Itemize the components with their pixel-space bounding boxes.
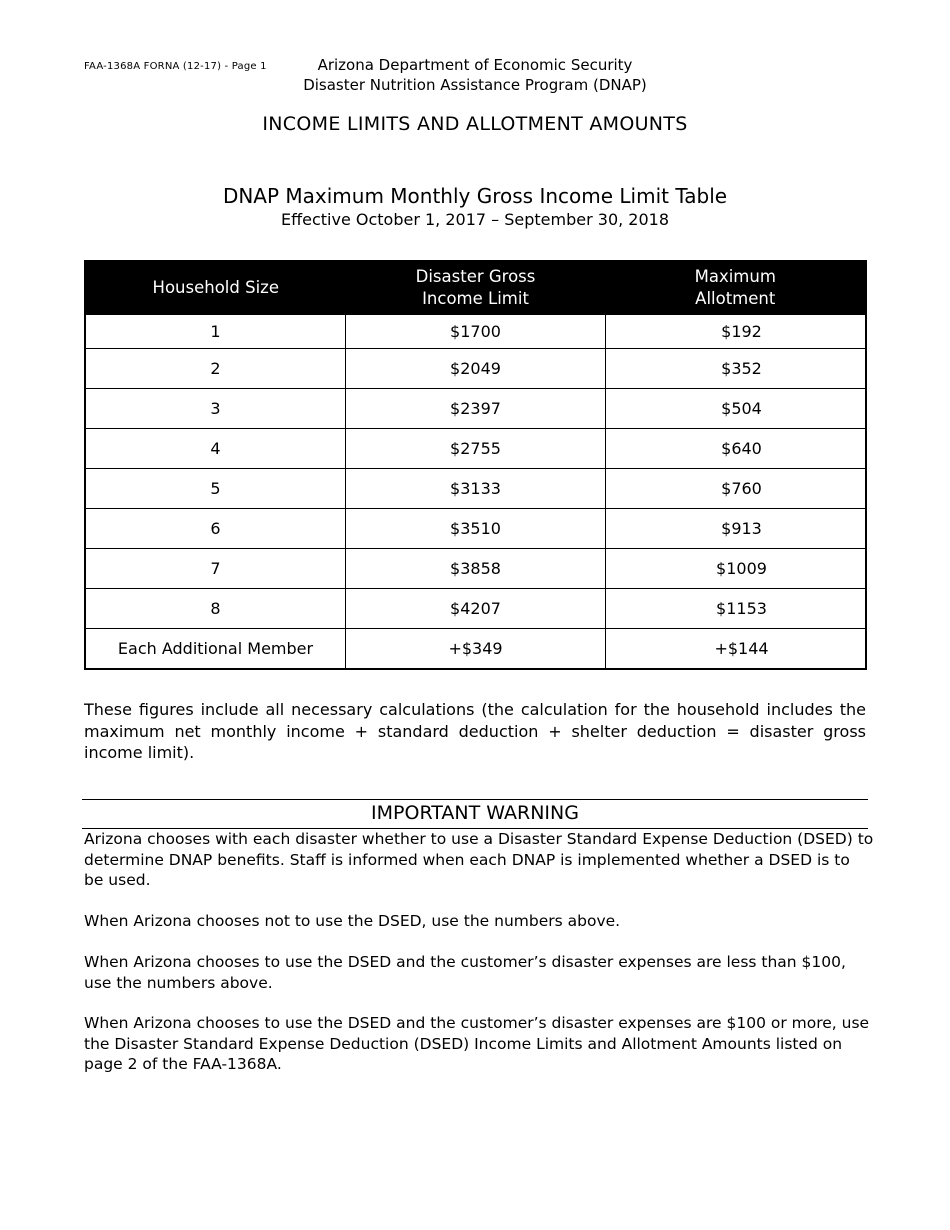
allotment-cell: $1153 — [606, 589, 867, 629]
household-size-cell: 3 — [85, 389, 346, 429]
table-row — [85, 469, 866, 509]
table-row — [85, 315, 866, 349]
program-name: Disaster Nutrition Assistance Program (DNAP) — [303, 76, 647, 94]
header-disaster-gross-income-limit: Disaster Gross Income Limit — [346, 261, 606, 315]
income-limit-cell: $3510 — [346, 509, 606, 549]
household-size-cell: 2 — [85, 349, 346, 389]
household-size-cell: Each Additional Member — [85, 629, 346, 670]
household-size-cell: 6 — [85, 509, 346, 549]
household-size-cell: 7 — [85, 549, 346, 589]
allotment-cell: $352 — [606, 349, 867, 389]
table-row — [85, 349, 866, 389]
allotment-cell: $913 — [606, 509, 867, 549]
header-household-size: Household Size — [85, 261, 346, 315]
income-limit-cell: $3133 — [346, 469, 606, 509]
form-id: FAA-1368A FORNA (12-17) - Page 1 — [84, 61, 267, 72]
income-limit-cell: $2755 — [346, 429, 606, 469]
income-limit-cell: $2049 — [346, 349, 606, 389]
table-title: DNAP Maximum Monthly Gross Income Limit Table — [222, 184, 728, 208]
warning-paragraph: When Arizona chooses not to use the DSED, use the numbers above. — [84, 912, 621, 930]
income-limit-cell: +$349 — [346, 629, 606, 670]
allotment-cell: +$144 — [606, 629, 867, 670]
table-subtitle: Effective October 1, 2017 – September 30, 2018 — [280, 210, 670, 229]
household-size-cell: 5 — [85, 469, 346, 509]
warning-paragraph: When Arizona chooses to use the DSED and the customer’s disaster expenses are $100 or more, use the Disaster Standard Expense Deduction (DSED) Income Limits and Allotment Amounts listed on page 2 of the FAA-1368A. — [84, 1014, 870, 1073]
table-row — [85, 549, 866, 589]
table-header-row — [85, 261, 866, 315]
income-limit-cell: $1700 — [346, 315, 606, 349]
income-limit-cell: $2397 — [346, 389, 606, 429]
household-size-cell: 1 — [85, 315, 346, 349]
table-row — [85, 589, 866, 629]
warning-paragraph: Arizona chooses with each disaster whether to use a Disaster Standard Expense Deduction (DSED) to determine DNAP benefits. Staff is informed when each DNAP is implemented whether a DSED is to be used. — [84, 830, 874, 889]
income-limit-cell: $4207 — [346, 589, 606, 629]
income-limit-cell: $3858 — [346, 549, 606, 589]
table-row-additional-member — [85, 629, 866, 670]
allotment-cell: $504 — [606, 389, 867, 429]
table-row — [85, 509, 866, 549]
warning-title: IMPORTANT WARNING — [371, 802, 579, 824]
household-size-cell: 8 — [85, 589, 346, 629]
agency-name: Arizona Department of Economic Security — [317, 56, 633, 74]
table-row — [85, 389, 866, 429]
header-maximum-allotment: Maximum Allotment — [606, 261, 867, 315]
allotment-cell: $1009 — [606, 549, 867, 589]
household-size-cell: 4 — [85, 429, 346, 469]
table-row — [85, 429, 866, 469]
page-title: INCOME LIMITS AND ALLOTMENT AMOUNTS — [262, 113, 688, 135]
warning-paragraph: When Arizona chooses to use the DSED and the customer’s disaster expenses are less than $100, use the numbers above. — [84, 953, 846, 992]
income-limit-table — [84, 260, 867, 670]
warning-top-rule — [82, 799, 868, 800]
allotment-cell: $640 — [606, 429, 867, 469]
calculation-note: These figures include all necessary calculations (the calculation for the household includes the maximum net monthly income + standard deduction + shelter deduction = disaster gross income limit). — [84, 700, 866, 762]
allotment-cell: $760 — [606, 469, 867, 509]
allotment-cell: $192 — [606, 315, 867, 349]
